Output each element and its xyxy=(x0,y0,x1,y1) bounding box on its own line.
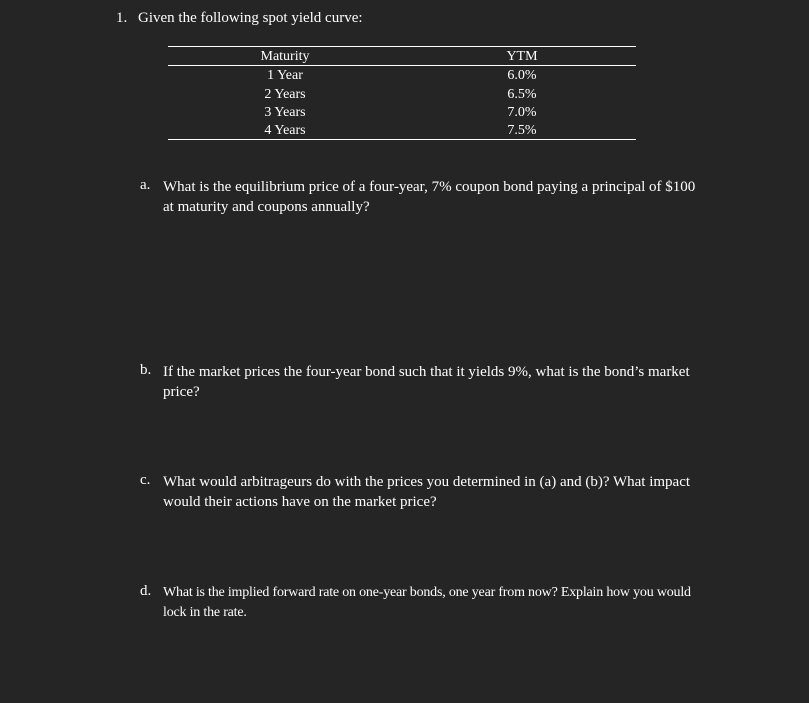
question-number: 1. xyxy=(116,10,128,26)
table-top-rule xyxy=(168,46,636,47)
table-cell-ytm: 7.0% xyxy=(507,105,537,120)
header-maturity: Maturity xyxy=(260,49,310,64)
table-cell-maturity: 3 Years xyxy=(264,105,306,120)
part-d-text: What is the implied forward rate on one-year bonds, one year from now? Explain how you would lock in the rate. xyxy=(163,585,691,620)
header-ytm: YTM xyxy=(506,49,538,64)
part-d-letter: d. xyxy=(140,583,152,599)
part-a-letter: a. xyxy=(140,177,151,193)
part-c-text: What would arbitrageurs do with the prices you determined in (a) and (b)? What impact would their actions have on the market price? xyxy=(163,474,691,510)
part-b-text: If the market prices the four-year bond such that it yields 9%, what is the bond’s market price? xyxy=(163,364,690,400)
table-cell-maturity: 1 Year xyxy=(267,68,303,83)
table-cell-ytm: 6.5% xyxy=(507,87,537,102)
table-header-rule xyxy=(168,65,636,66)
part-b-letter: b. xyxy=(140,362,152,378)
table-cell-ytm: 6.0% xyxy=(507,68,537,83)
table-cell-maturity: 4 Years xyxy=(264,123,306,138)
table-cell-maturity: 2 Years xyxy=(264,87,306,102)
table-bottom-rule xyxy=(168,139,636,140)
part-a-text: What is the equilibrium price of a four-year, 7% coupon bond paying a principal of $100 at maturity and coupons annually? xyxy=(163,179,696,215)
question-prompt: Given the following spot yield curve: xyxy=(138,10,363,26)
part-c-letter: c. xyxy=(140,472,151,488)
table-cell-ytm: 7.5% xyxy=(507,123,537,138)
